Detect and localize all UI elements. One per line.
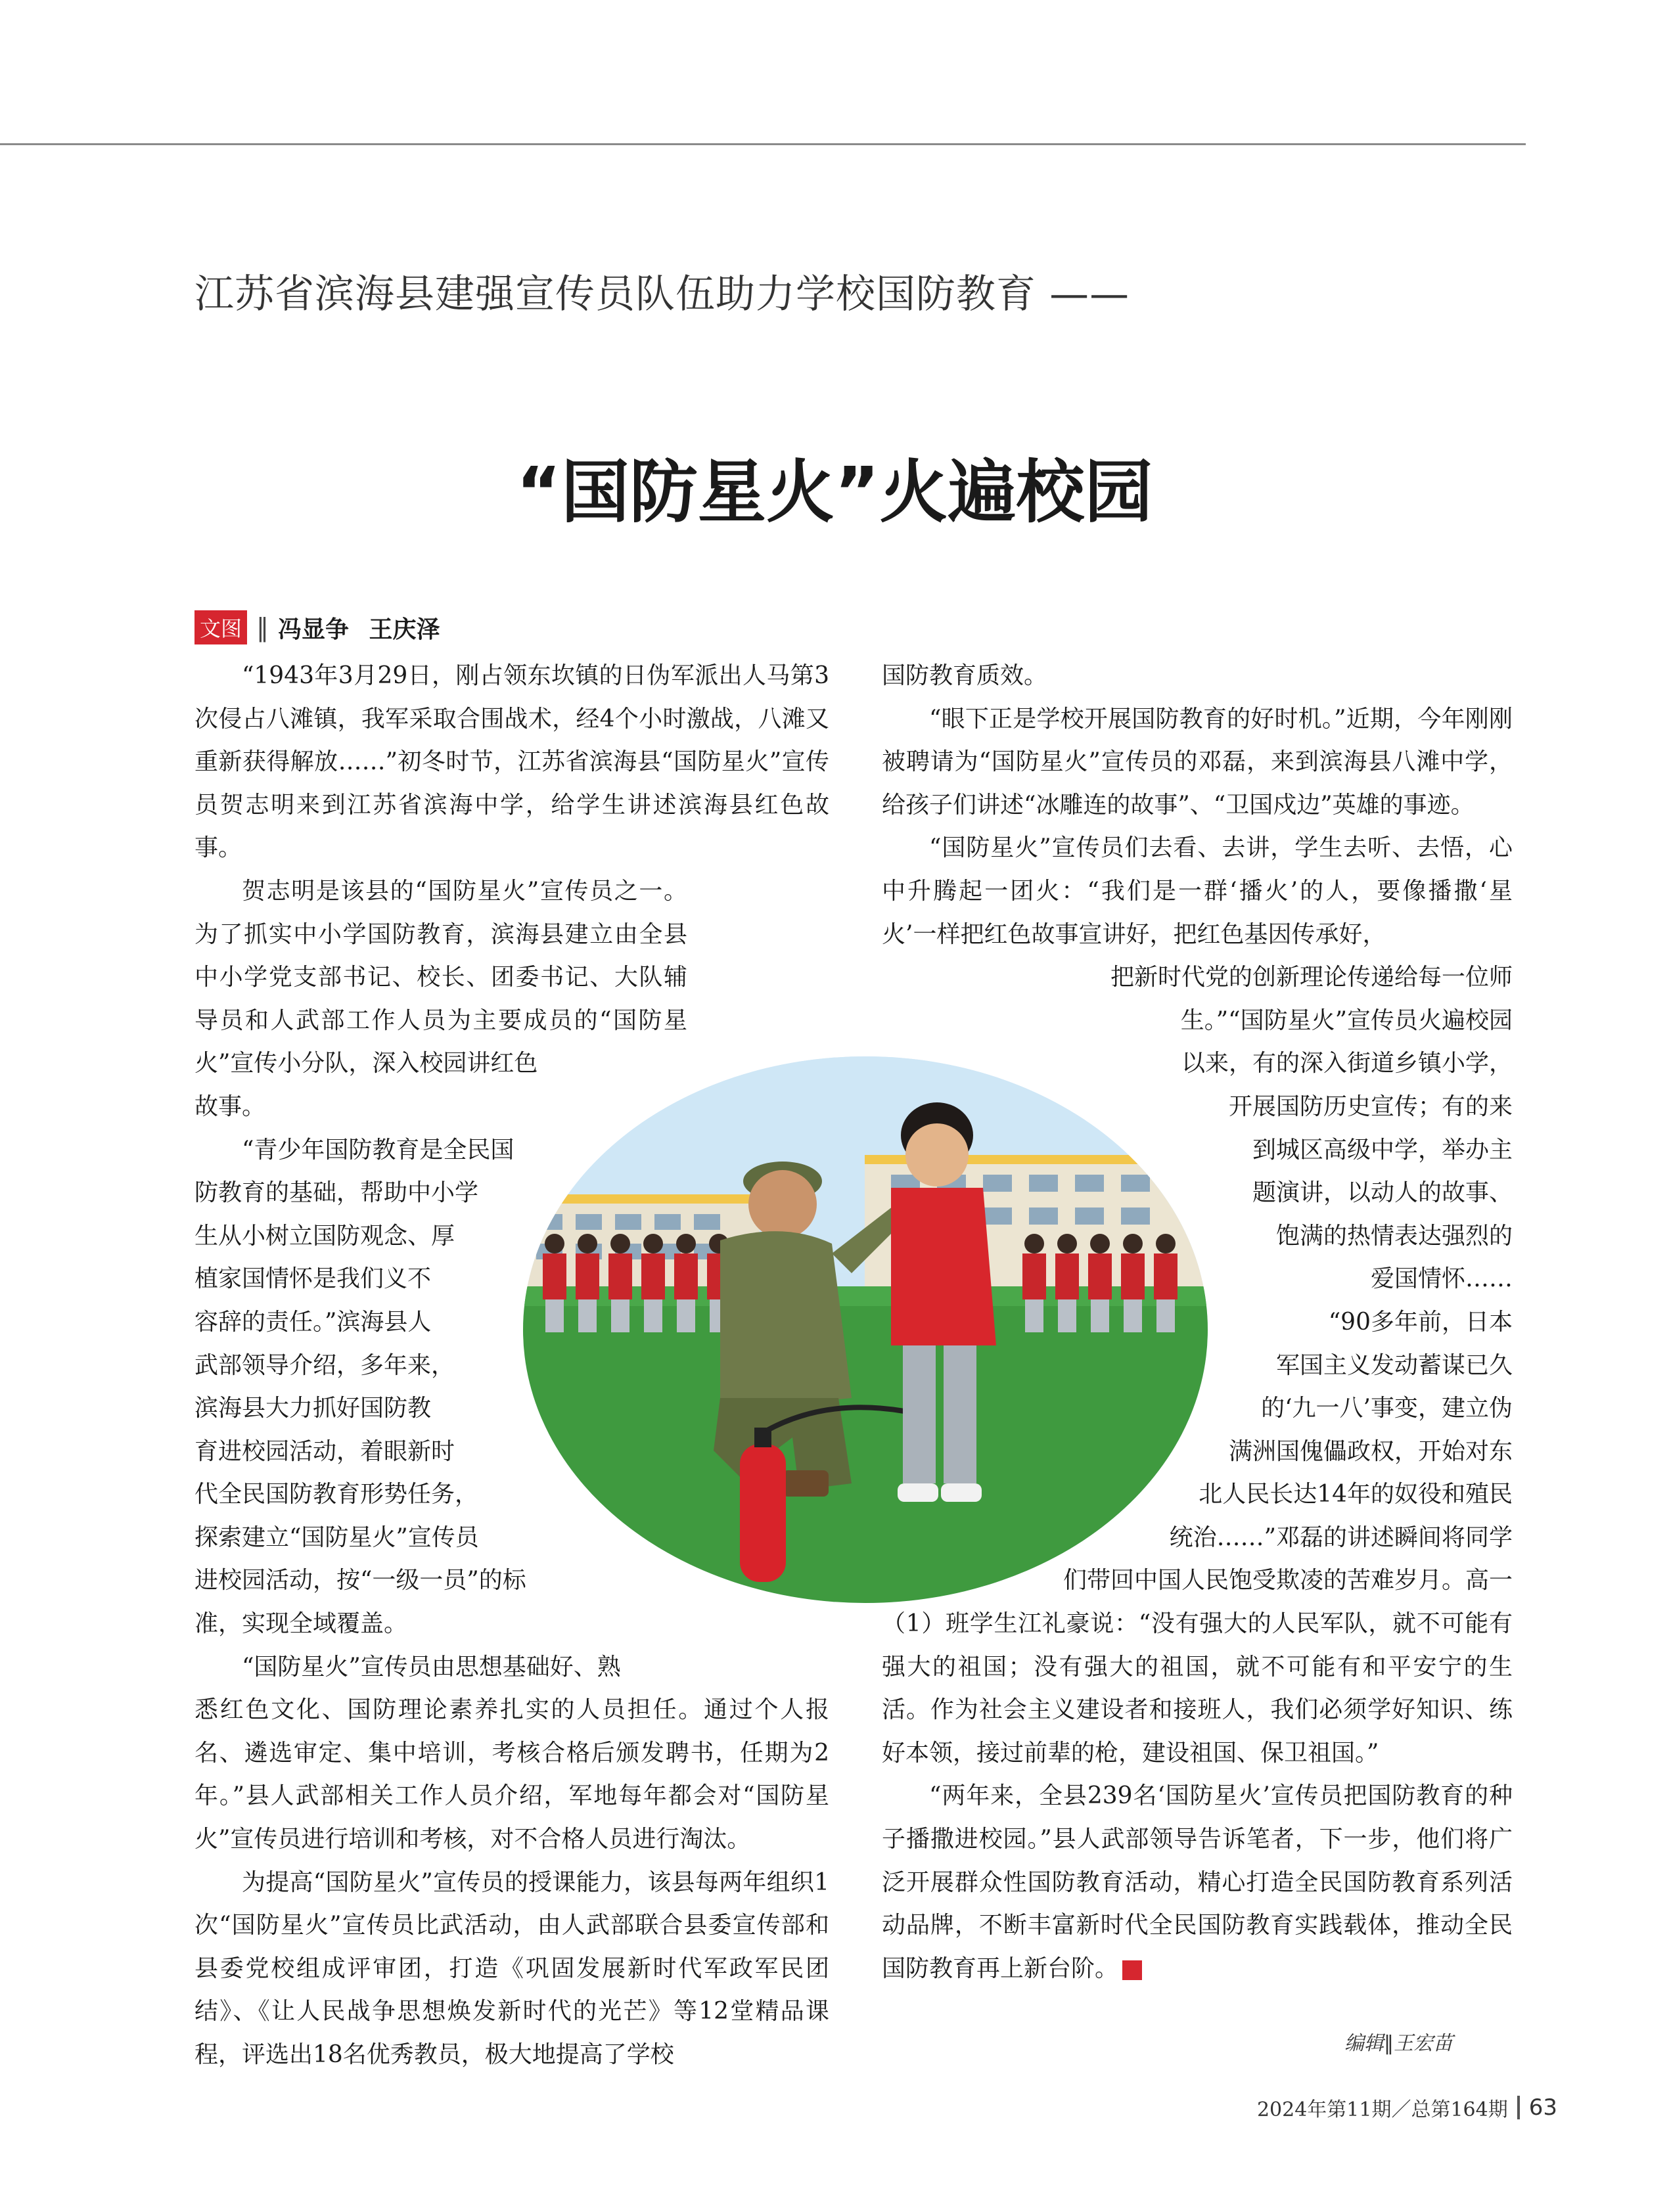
text-line: 到城区高级中学，举办主 — [1252, 1136, 1513, 1163]
paragraph: “眼下正是学校开展国防教育的好时机。”近期，今年刚刚被聘请为“国防星火”宣传员的邓磊，来到滨海县八滩中学，给孩子们讲述“冰雕连的故事”、“卫国戍边”英雄的事迹。 — [882, 705, 1513, 819]
paragraph — [194, 870, 687, 1085]
article-title: “国防星火”火遍校园 — [516, 452, 1153, 532]
text-line: 爱国情怀…… — [1370, 1265, 1513, 1293]
text-line: 军国主义发动蓄谋已久 — [1275, 1351, 1513, 1379]
text-line: 准，实现全域覆盖。 — [194, 1610, 408, 1638]
page-number: 63 — [1528, 2094, 1557, 2121]
text-line: 满洲国傀儡政权，开始对东 — [1228, 1437, 1513, 1465]
text-line: 武部领导介绍，多年来， — [194, 1351, 455, 1379]
paragraph-text: 贺志明是该县的“国防星火”宣传员之一。为了抓实中小学国防教育，滨海县建立由全县中小学党支部书记、校长、团委书记、大队辅导员和人武部工作人员为主要成员的“国防星火”宣传小分队，深入校园讲红色 — [194, 877, 687, 1077]
text-line: 题演讲，以动人的故事、 — [1252, 1179, 1513, 1207]
text-line: 生从小树立国防观念、厚 — [194, 1222, 455, 1250]
paragraph: 为提高“国防星火”宣传员的授课能力，该县每两年组织1次“国防星火”宣传员比武活动，由人武部联合县委宣传部和县委党校组成评审团，打造《巩固发展新时代军政军民团结》、《让人民战争思想焕发新时代的光芒》等12堂精品课程，评选出18名优秀教员，极大地提高了学校 — [194, 1868, 829, 2068]
kicker: 江苏省滨海县建强宣传员队伍助力学校国防教育 —— — [194, 271, 1130, 317]
paragraph — [882, 1774, 1513, 1990]
text-line: 把新时代党的创新理论传递给每一位师 — [1110, 964, 1513, 991]
text-line: 防教育的基础，帮助中小学 — [194, 1179, 479, 1207]
text-line: 探索建立“国防星火”宣传员 — [194, 1524, 479, 1551]
footer-separator — [1517, 2096, 1520, 2119]
text-line: 育进校园活动，着眼新时 — [194, 1437, 455, 1465]
byline — [194, 611, 440, 644]
byline-authors: 冯显争 王庆泽 — [278, 616, 440, 643]
page-footer — [1257, 2093, 1557, 2122]
text-line: 的‘九一八’事变，建立伪 — [1261, 1395, 1513, 1422]
text-line: “青少年国防教育是全民国 — [242, 1136, 514, 1163]
text-line: 植家国情怀是我们义不 — [194, 1265, 432, 1293]
text-line: 滨海县大力抓好国防教 — [194, 1395, 432, 1422]
article-photo — [523, 1056, 1208, 1603]
editor-credit: 编辑‖王宏苗 — [1344, 2032, 1453, 2055]
paragraph: 国防教育质效。 — [882, 662, 1048, 689]
paragraph-first-line: “国防星火”宣传员由思想基础好、熟 — [242, 1653, 621, 1681]
paragraph: “1943年3月29日，刚占领东坎镇的日伪军派出人马第3次侵占八滩镇，我军采取合围战术，经4个小时激战，八滩又重新获得解放……”初冬时节，江苏省滨海县“国防星火”宣传员贺志明来到江苏省滨海中学，给学生讲述滨海县红色故事。 — [194, 662, 829, 862]
paragraph-text: “两年来，全县239名‘国防星火’宣传员把国防教育的种子播撒进校园。”县人武部领导告诉笔者，下一步，他们将广泛开展群众性国防教育活动，精心打造全民国防教育系列活动品牌，不断丰富新时代全民国防教育实践载体，推动全民国防教育再上新台阶。 — [882, 1782, 1513, 1982]
text-line: 饱满的热情表达强烈的 — [1275, 1222, 1513, 1250]
text-line: 们带回中国人民饱受欺凌的苦难岁月。高一 — [1063, 1567, 1513, 1594]
text-line: 北人民长达14年的奴役和殖民 — [1199, 1481, 1513, 1508]
text-line: 容辞的责任。”滨海县人 — [194, 1308, 432, 1336]
issue-info: 2024年第11期／总第164期 — [1256, 2098, 1508, 2121]
text-line: 代全民国防教育形势任务， — [194, 1481, 479, 1508]
paragraph-tail: 故事。 — [194, 1093, 266, 1120]
header-rule — [0, 143, 1526, 145]
paragraph: （1）班学生江礼豪说：“没有强大的人民军队，就不可能有强大的祖国；没有强大的祖国，就不可能有和平安宁的生活。作为社会主义建设者和接班人，我们必须学好知识、练好本领，接过前辈的枪，建设祖国、保卫祖国。” — [882, 1610, 1513, 1767]
text-line: 统治……”邓磊的讲述瞬间将同学 — [1169, 1524, 1513, 1551]
end-mark-icon: G — [1122, 1960, 1142, 1980]
text-line: 以来，有的深入街道乡镇小学， — [1181, 1050, 1513, 1077]
text-line: 进校园活动，按“一级一员”的标 — [194, 1567, 526, 1594]
byline-tag: 文图 — [194, 610, 247, 644]
photo-illustration — [523, 1056, 1208, 1603]
text-line: 生。”“国防星火”宣传员火遍校园 — [1180, 1006, 1513, 1034]
text-line: “90多年前，日本 — [1328, 1308, 1513, 1336]
paragraph: “国防星火”宣传员们去看、去讲，学生去听、去悟，心中升腾起一团火：“我们是一群‘播火’的人，要像播撒‘星火’一样把红色故事宣讲好，把红色基因传承好， — [882, 834, 1513, 948]
paragraph: 悉红色文化、国防理论素养扎实的人员担任。通过个人报名、遴选审定、集中培训，考核合格后颁发聘书，任期为2年。”县人武部相关工作人员介绍，军地每年都会对“国防星火”宣传员进行培训和考核，对不合格人员进行淘汰。 — [194, 1696, 829, 1853]
byline-separator: ‖ — [256, 613, 269, 642]
text-line: 开展国防历史宣传；有的来 — [1228, 1093, 1513, 1120]
